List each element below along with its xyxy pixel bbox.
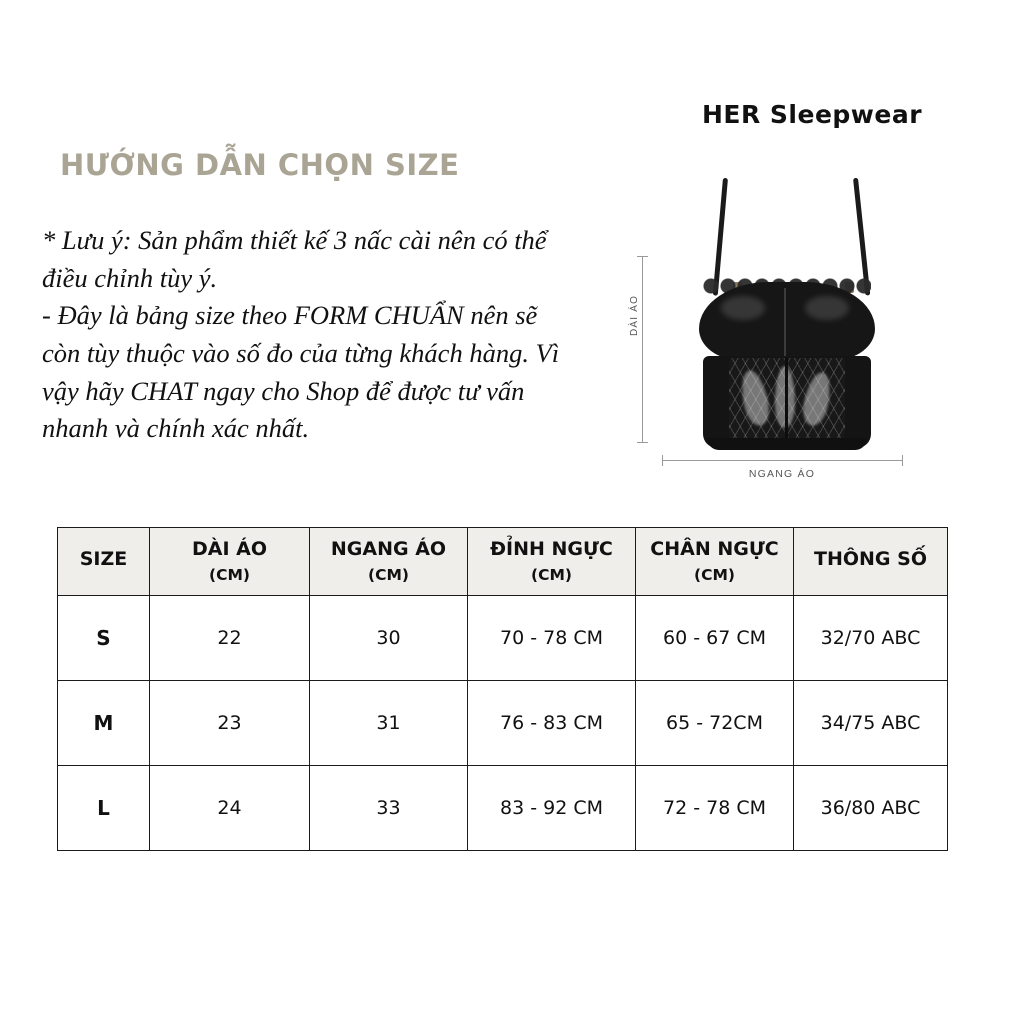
cell-ngang-ao: 31 [310, 681, 468, 766]
width-guide-tick-right [902, 455, 903, 466]
width-guide-line [662, 460, 902, 461]
cup-seam [784, 288, 786, 360]
length-guide-line [642, 256, 643, 442]
center-busk [785, 358, 788, 446]
column-header-thong-so [794, 528, 948, 596]
column-header-size-unit [60, 571, 147, 581]
column-header-chan-nguc-unit: (CM) [694, 565, 735, 584]
cell-dinh-nguc: 83 - 92 CM [468, 766, 636, 851]
table-row [58, 766, 948, 851]
hem-edge [707, 438, 867, 450]
column-header-dinh-nguc-unit: (CM) [531, 565, 572, 584]
size-chart-table [57, 527, 948, 851]
column-header-ngang-ao [310, 528, 468, 596]
cell-chan-nguc: 60 - 67 CM [636, 596, 794, 681]
column-header-dai-ao-label: DÀI ÁO [191, 538, 268, 560]
bust-cups [699, 282, 875, 360]
length-guide-label: DÀI ÁO [629, 294, 641, 337]
bustier-illustration [685, 170, 885, 460]
cell-size: S [58, 596, 150, 681]
column-header-size-label: SIZE [79, 547, 128, 570]
cell-dai-ao: 24 [150, 766, 310, 851]
column-header-ngang-ao-label: NGANG ÁO [330, 538, 447, 560]
page-title: HƯỚNG DẪN CHỌN SIZE [60, 148, 460, 182]
cell-thong-so: 32/70 ABC [794, 596, 948, 681]
table-header-row [58, 528, 948, 596]
size-note [42, 222, 577, 448]
length-guide-tick-top [637, 256, 648, 257]
cup-highlight-right [805, 296, 849, 320]
column-header-thong-so-unit [796, 571, 945, 581]
cell-thong-so: 36/80 ABC [794, 766, 948, 851]
cell-dai-ao: 23 [150, 681, 310, 766]
width-guide-tick-left [662, 455, 663, 466]
column-header-chan-nguc [636, 528, 794, 596]
column-header-dai-ao-unit: (CM) [209, 565, 250, 584]
column-header-ngang-ao-unit: (CM) [368, 565, 409, 584]
cell-thong-so: 34/75 ABC [794, 681, 948, 766]
width-guide-label: NGANG ÁO [748, 468, 816, 480]
cell-size: M [58, 681, 150, 766]
product-diagram [600, 160, 980, 500]
column-header-dinh-nguc-label: ĐỈNH NGỰC [490, 538, 613, 560]
table-body [58, 596, 948, 851]
column-header-dai-ao [150, 528, 310, 596]
cell-dai-ao: 22 [150, 596, 310, 681]
cell-ngang-ao: 30 [310, 596, 468, 681]
table-header [58, 528, 948, 596]
cell-ngang-ao: 33 [310, 766, 468, 851]
cell-size: L [58, 766, 150, 851]
column-header-dinh-nguc [468, 528, 636, 596]
cell-dinh-nguc: 70 - 78 CM [468, 596, 636, 681]
cup-highlight-left [721, 296, 765, 320]
column-header-thong-so-label: THÔNG SỐ [814, 547, 927, 570]
column-header-chan-nguc-label: CHÂN NGỰC [650, 538, 779, 560]
table-row [58, 596, 948, 681]
cell-chan-nguc: 72 - 78 CM [636, 766, 794, 851]
table-row [58, 681, 948, 766]
note-line-1: * Lưu ý: Sản phẩm thiết kế 3 nấc cài nên có thể điều chỉnh tùy ý. [42, 225, 547, 293]
length-guide-tick-bottom [637, 442, 648, 443]
note-line-2: - Đây là bảng size theo FORM CHUẨN nên sẽ còn tùy thuộc vào số đo của từng khách hàng. Vì vậy hãy CHAT ngay cho Shop để được tư vấn nhanh và chính xác nhất. [42, 300, 560, 444]
cell-dinh-nguc: 76 - 83 CM [468, 681, 636, 766]
cell-chan-nguc: 65 - 72CM [636, 681, 794, 766]
brand-title: HER Sleepwear [701, 100, 923, 129]
column-header-size [58, 528, 150, 596]
